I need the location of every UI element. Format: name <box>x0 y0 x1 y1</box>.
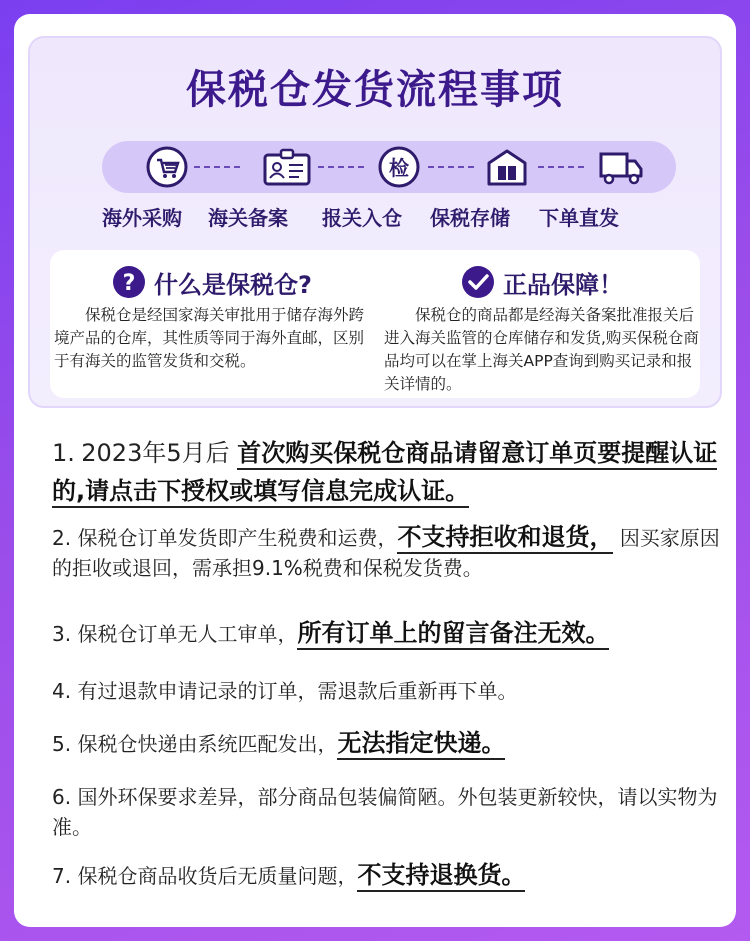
info-heading: 什么是保税仓? <box>154 270 312 299</box>
flow-label: 海关备案 <box>208 206 288 230</box>
flow-connector <box>428 166 474 168</box>
flow-label: 报关入仓 <box>322 206 402 230</box>
warehouse-icon <box>486 146 528 188</box>
rule-item <box>52 618 722 649</box>
rule-text: 有过退款申请记录的订单，需退款后重新再下单。 <box>77 679 518 703</box>
rule-text: 保税仓快递由系统匹配发出， <box>77 732 338 756</box>
intro-panel <box>28 36 722 408</box>
flow-label: 海外采购 <box>102 206 182 230</box>
id-card-icon <box>262 146 312 188</box>
rule-item <box>52 782 722 842</box>
rule-number: 7. <box>52 864 72 888</box>
rule-number: 5. <box>52 732 72 756</box>
rule-text: 保税仓订单无人工审单， <box>77 622 298 646</box>
rule-number: 6. <box>52 785 72 809</box>
rule-highlight: 不支持退换货。 <box>357 861 525 892</box>
info-heading: 正品保障！ <box>503 270 623 299</box>
flow-label: 下单直发 <box>539 206 619 230</box>
rule-text: 2023年5月后 <box>81 439 238 467</box>
flow-label: 保税存储 <box>430 206 510 230</box>
rule-text: 保税仓订单发货即产生税费和运费， <box>77 526 398 550</box>
rule-text: 国外环保要求差异，部分商品包装偏简陋。外包装更新较快，请以实物为准。 <box>52 785 718 839</box>
rule-item <box>52 860 722 891</box>
check-icon <box>461 265 495 299</box>
rule-text: 因买家原因的拒收或退回，需承担9.1%税费和保税发货费。 <box>52 526 720 580</box>
info-body: 保税仓是经国家海关审批用于储存海外跨境产品的仓库，其性质等同于海外直邮，区别于有海关的监管发货和交税。 <box>54 306 365 370</box>
rule-number: 2. <box>52 526 72 550</box>
process-flow-bar <box>102 141 676 193</box>
content-frame <box>14 14 736 927</box>
rule-highlight: 不支持拒收和退货， <box>397 523 613 554</box>
flow-connector <box>194 166 240 168</box>
flow-connector <box>538 166 584 168</box>
info-card <box>50 250 700 398</box>
svg-text:检: 检 <box>389 156 409 180</box>
info-body: 保税仓的商品都是经海关备案批准报关后进入海关监管的仓库储存和发货,购买保税仓商品均可以在掌上海关APP查询到购买记录和报关详情的。 <box>384 306 699 393</box>
question-icon <box>112 265 146 299</box>
rule-text: 保税仓商品收货后无质量问题， <box>77 864 358 888</box>
rule-number: 4. <box>52 679 72 703</box>
rule-item <box>52 728 722 759</box>
inspection-icon <box>378 146 420 188</box>
cart-icon <box>146 146 188 188</box>
rule-highlight: 所有订单上的留言备注无效。 <box>297 619 609 650</box>
rule-number: 3. <box>52 622 72 646</box>
rule-item <box>52 434 722 510</box>
flow-connector <box>318 166 364 168</box>
page-title: 保税仓发货流程事项 <box>186 67 564 113</box>
rule-highlight: 无法指定快递。 <box>337 729 505 760</box>
svg-text:?: ? <box>122 271 136 296</box>
rule-highlight: 首次购买保税仓商品请留意订单页要提醒认证的,请点击下授权或填写信息完成认证。 <box>52 439 717 508</box>
rule-item <box>52 676 722 706</box>
truck-icon <box>598 146 644 188</box>
rule-number: 1. <box>52 439 75 467</box>
rule-item <box>52 522 722 583</box>
